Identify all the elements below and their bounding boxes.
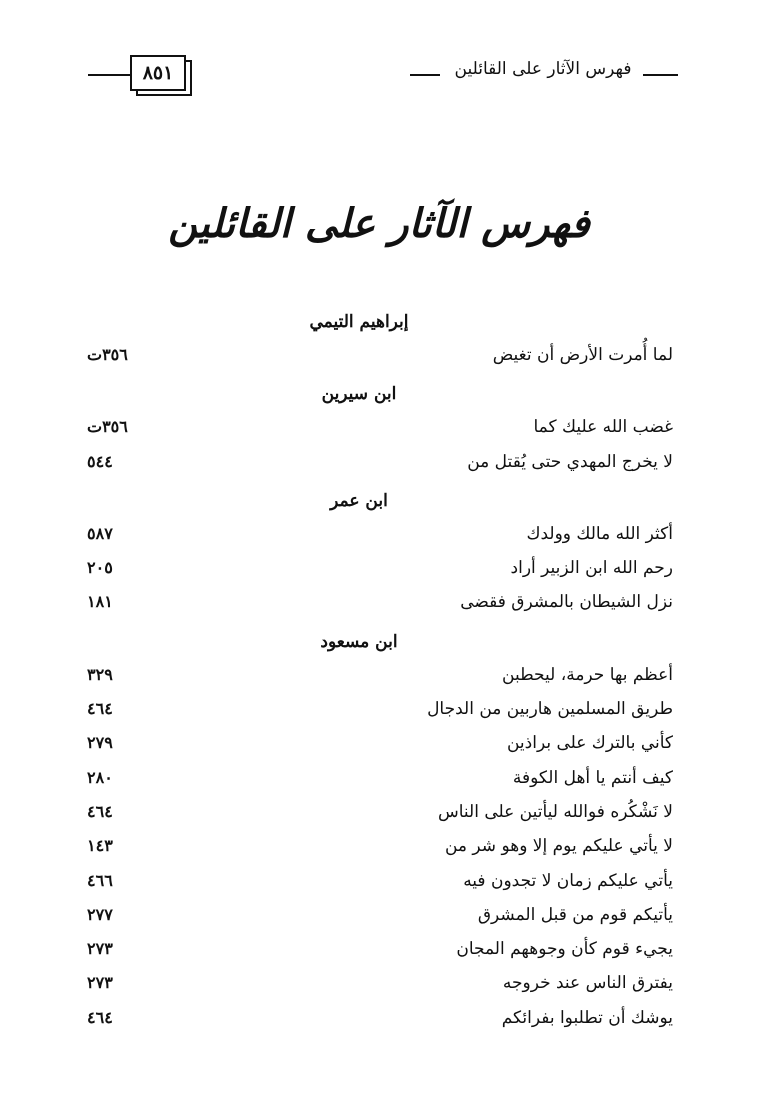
entry-page: ١٤٣ [87,836,113,856]
entry-page: ٤٦٤ [87,801,113,821]
entry-page: ٢٧٣ [87,973,113,993]
index-entry [0,764,758,798]
entry-page: ٢٧٣ [87,939,113,959]
index-entry [0,935,758,969]
index-entry [0,832,758,866]
index-entry [0,520,758,554]
index-title: فهرس الآثار على القائلين [168,200,590,247]
entry-page: ٥٨٧ [87,523,113,543]
entry-text: لا يأتي عليكم يوم إلا وهو شر من [444,836,673,857]
entry-text: غضب الله عليك كما [533,417,673,438]
index-entry [0,695,758,729]
index-entry [0,729,758,763]
entry-text: كأني بالترك على براذين [506,733,673,754]
index-entry [0,969,758,1003]
entry-page: ٤٦٤ [87,699,113,719]
entry-text: طريق المسلمين هاربين من الدجال [427,699,673,720]
entry-page: ٢٧٧ [87,904,113,924]
entry-text: رحم الله ابن الزبير أراد [510,558,673,579]
entry-text: لا نَشْكُره فوالله ليأتين على الناس [437,801,673,822]
entry-text: يفترق الناس عند خروجه [502,973,673,994]
entry-page: ٤٦٤ [87,1007,113,1027]
entry-text: كيف أنتم يا أهل الكوفة [512,767,673,788]
header-rule-middle [410,74,440,76]
section-heading: ابن مسعود [320,631,398,652]
index-entry [0,554,758,588]
index-entry [0,661,758,695]
index-entry [0,867,758,901]
entry-page: ٢٠٥ [87,558,113,578]
index-entry [0,448,758,482]
running-title: فهرس الآثار على القائلين [454,59,632,79]
section-heading: إبراهيم التيمي [309,312,409,332]
entry-page: ٢٧٩ [87,733,113,753]
index-entry [0,588,758,622]
index-entry [0,901,758,935]
entry-text: لما أُمرت الأرض أن تغيض [492,345,673,365]
running-header [88,55,678,99]
header-rule-right [643,74,678,76]
entry-text: يجيء قوم كأن وجوههم المجان [456,939,673,960]
header-rule-left [88,74,130,76]
page-number: ٨٥١ [142,62,174,84]
entry-page: ٢٨٠ [87,767,113,787]
entry-page: ٥٤٤ [87,451,113,471]
entry-text: يوشك أن تطلبوا بفرائكم [501,1007,673,1028]
entry-text: يأتي عليكم زمان لا تجدون فيه [463,870,673,891]
entry-page: ٣٥٦ت [87,345,128,364]
entry-page: ١٨١ [87,592,113,612]
entry-text: أكثر الله مالك وولدك [526,523,673,544]
entry-text: يأتيكم قوم من قبل المشرق [477,904,673,925]
index-entry [0,798,758,832]
entry-page: ٣٥٦ت [87,417,128,437]
entry-text: أعظم بها حرمة، ليحطبن [502,664,673,685]
index-entry [0,1004,758,1038]
index-list [0,303,758,1038]
section-heading: ابن عمر [330,490,388,511]
index-entry [0,413,758,447]
page-number-box [130,55,186,91]
entry-page: ٤٦٦ [87,870,113,890]
section-heading: ابن سيرين [321,384,397,405]
entry-text: نزل الشيطان بالمشرق فقضى [460,592,673,613]
entry-page: ٣٢٩ [87,664,113,684]
entry-text: لا يخرج المهدي حتى يُقتل من [467,451,673,472]
index-entry [0,341,758,375]
